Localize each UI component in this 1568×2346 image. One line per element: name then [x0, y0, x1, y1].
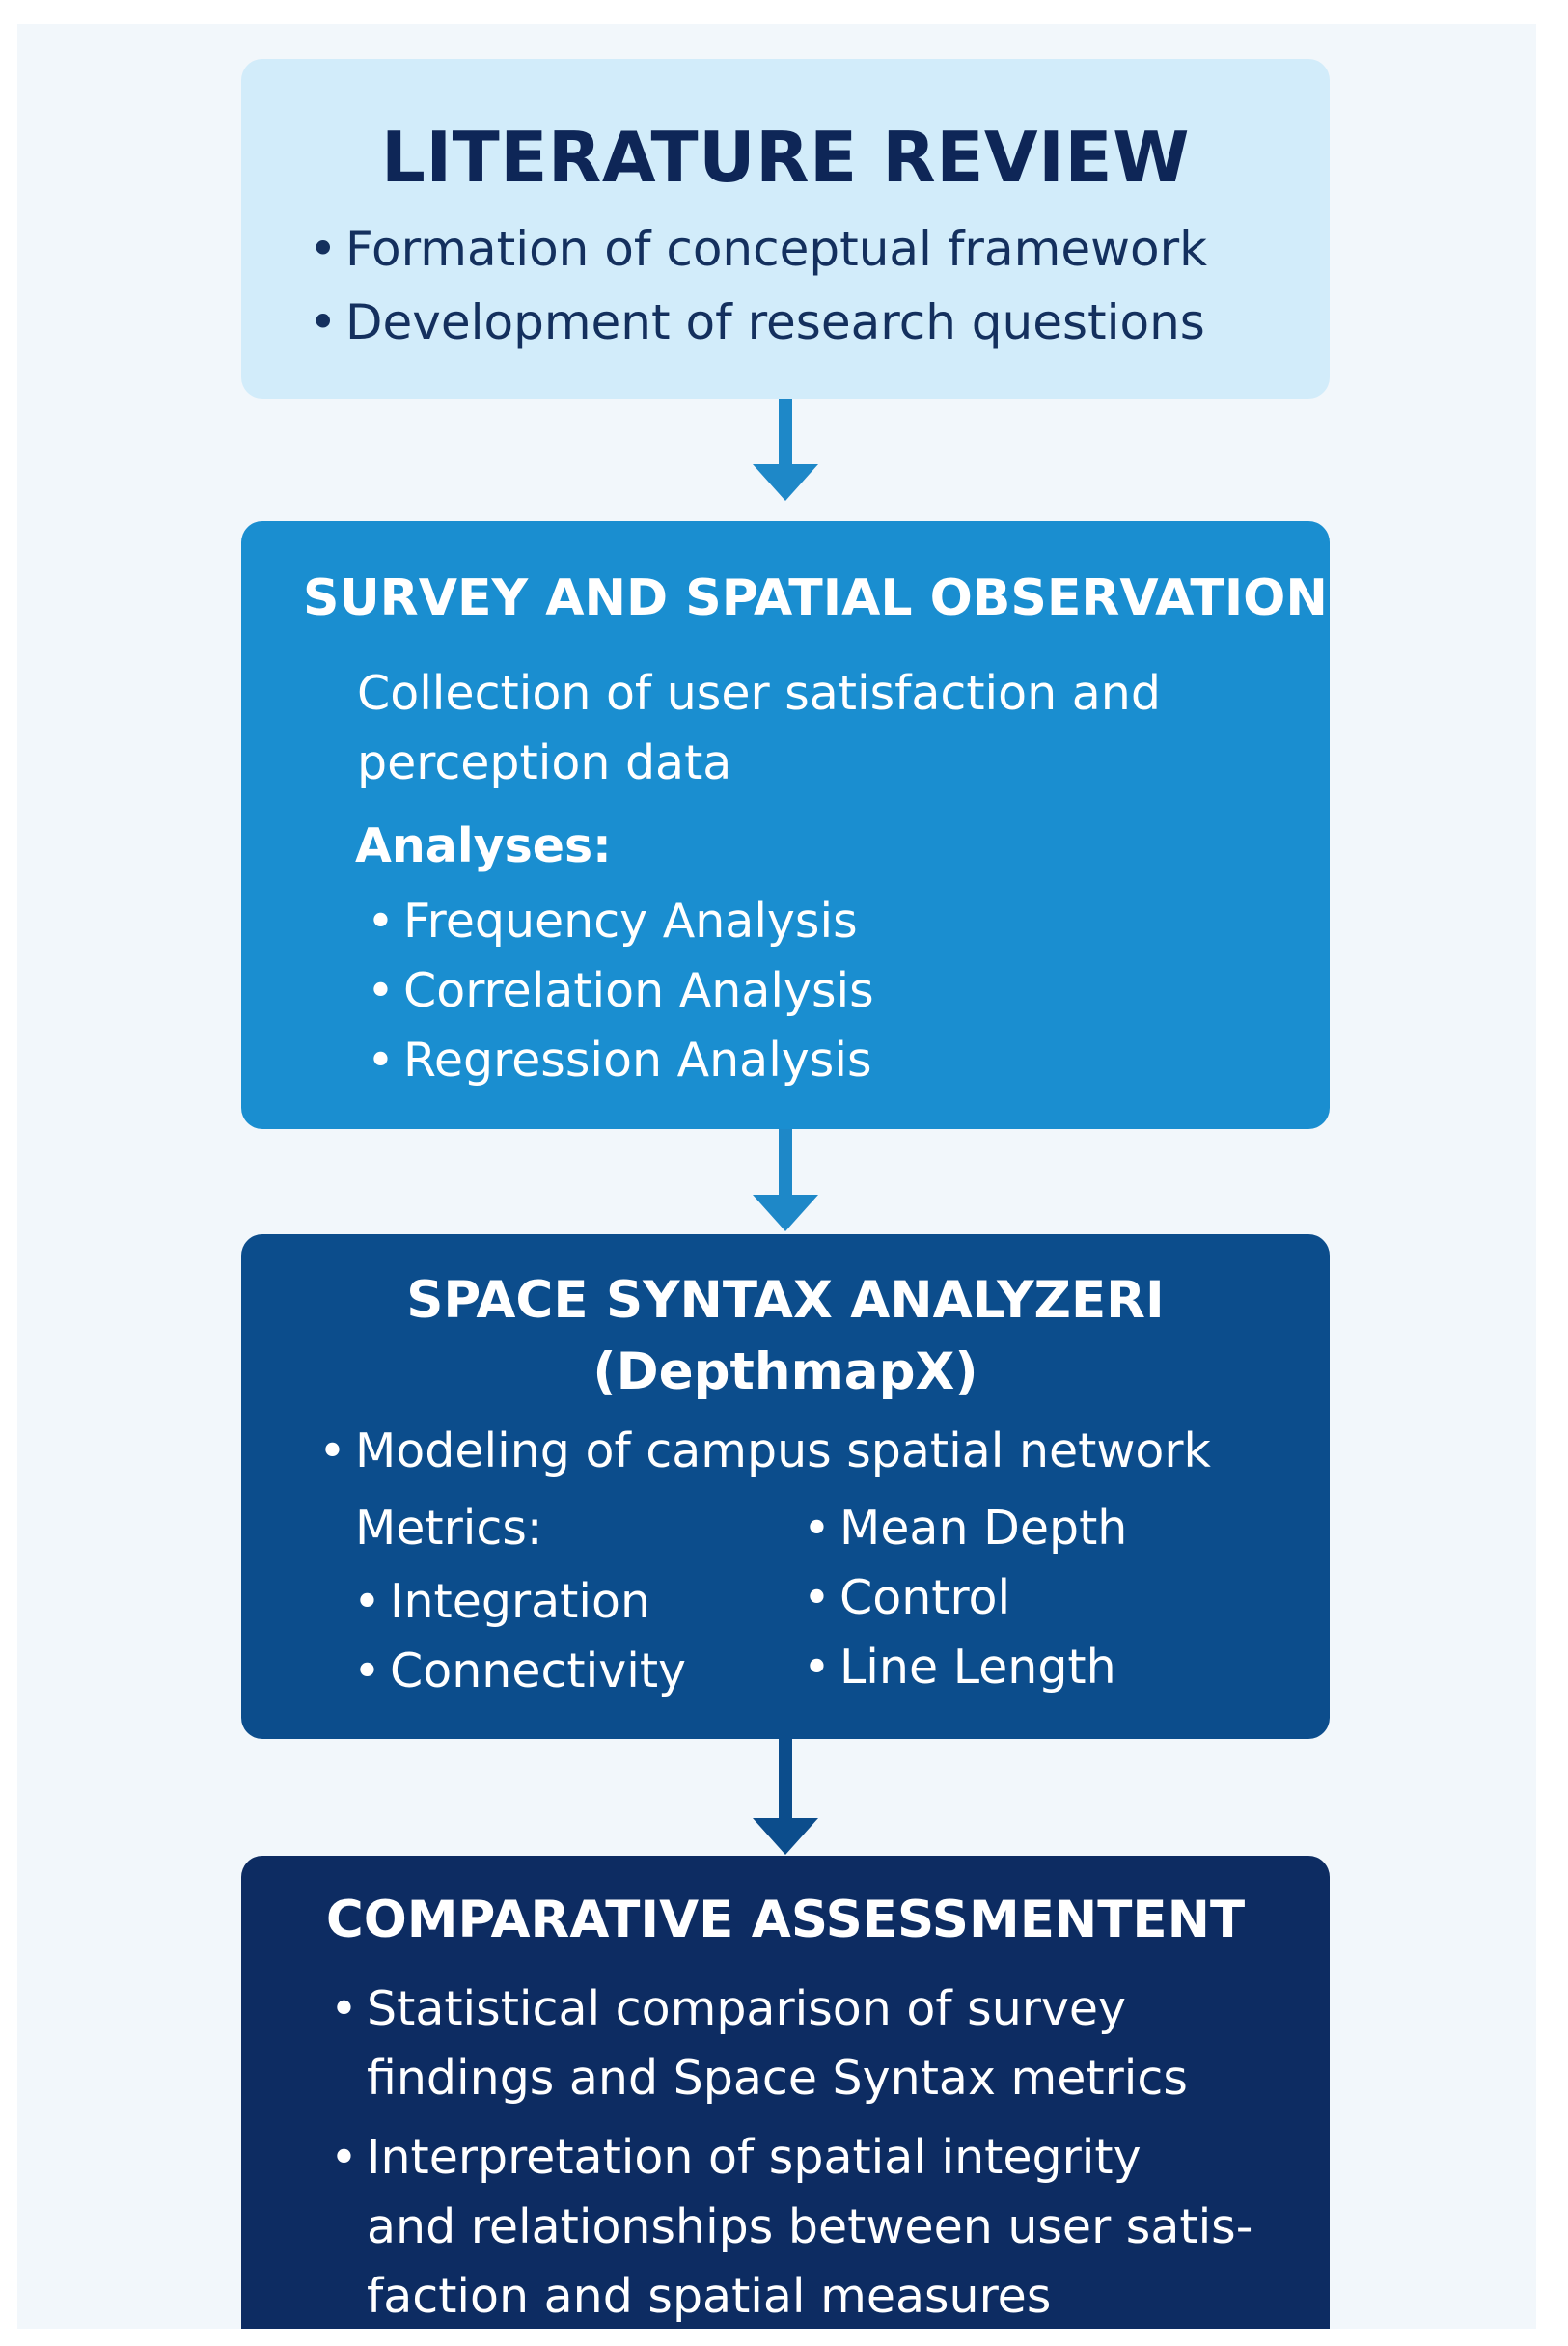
stage-title: COMPARATIVE ASSESSMENTENT — [325, 1891, 1246, 1949]
stage-survey-spatial-observation — [241, 521, 1330, 1129]
stage-title-line: SPACE SYNTAX ANALYZERI — [406, 1271, 1165, 1330]
stage-comparative-assessment — [241, 1856, 1330, 2329]
analysis-item: • Correlation Analysis — [403, 963, 874, 1018]
metric-item: • Line Length — [839, 1640, 1116, 1695]
stage-title-subline: (DepthmapX) — [592, 1342, 978, 1401]
metric-item: • Control — [839, 1570, 1010, 1625]
metrics-label: Metrics: — [355, 1501, 543, 1556]
stage-bullet: • Statistical comparison of survey — [367, 1981, 1126, 2036]
analysis-item: • Frequency Analysis — [403, 894, 858, 949]
stage-bullet: • Formation of conceptual framework — [345, 221, 1207, 277]
stage-bullet-continuation: and relationships between user satis- — [367, 2199, 1253, 2254]
stage-bullet: • Development of research questions — [345, 294, 1205, 350]
stage-title: SURVEY AND SPATIAL OBSERVATION — [303, 569, 1328, 627]
analyses-label: Analyses: — [355, 818, 612, 873]
stage-space-syntax-analyzer — [241, 1234, 1330, 1739]
metric-item: • Connectivity — [390, 1643, 686, 1698]
stage-literature-review — [241, 59, 1330, 399]
stage-description: Collection of user satisfaction and — [357, 666, 1161, 721]
stage-description: perception data — [357, 735, 732, 790]
stage-bullet: • Interpretation of spatial integrity — [367, 2130, 1142, 2185]
metric-item: • Integration — [390, 1574, 650, 1629]
metric-item: • Mean Depth — [839, 1501, 1127, 1556]
analysis-item: • Regression Analysis — [403, 1033, 871, 1088]
flowchart-canvas — [17, 24, 1536, 2329]
stage-bullet: • Modeling of campus spatial network — [355, 1423, 1211, 1478]
stage-title — [241, 1265, 1330, 1408]
stage-bullet-continuation: faction and spatial measures — [367, 2269, 1052, 2324]
stage-title: LITERATURE REVIEW — [380, 117, 1191, 198]
stage-bullet-continuation: findings and Space Syntax metrics — [367, 2051, 1188, 2106]
